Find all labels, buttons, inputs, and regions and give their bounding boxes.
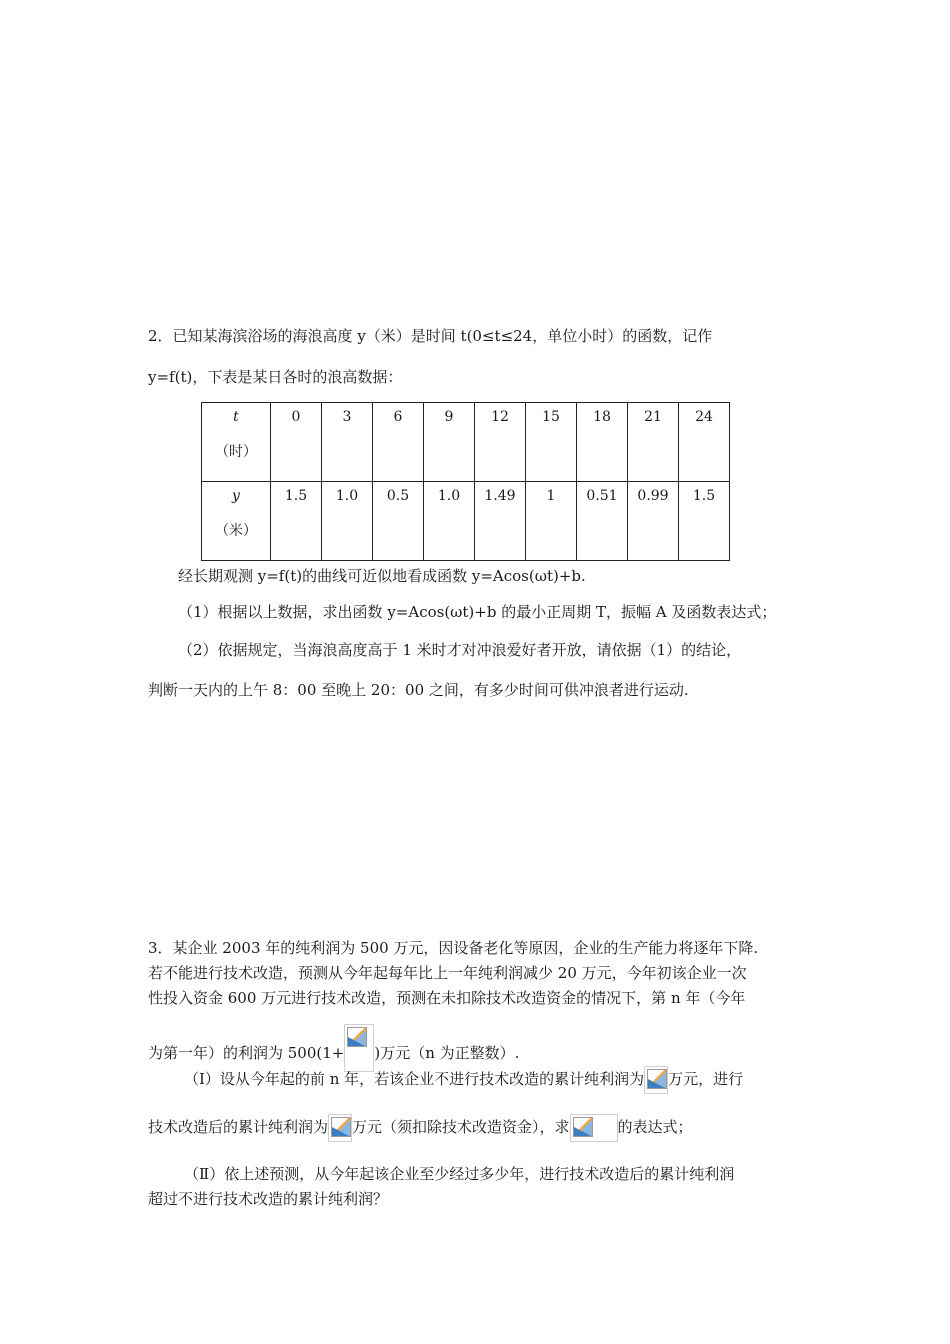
q3-line4-text-a: 为第一年）的利润为 500(1+ [148, 1044, 345, 1062]
table-value: 15 [542, 409, 560, 425]
table-value: 12 [491, 409, 509, 425]
q3-part1-text-a: （Ⅰ）设从今年起的前 n 年，若该企业不进行技术改造的累计纯利润为 [184, 1070, 645, 1088]
q3-part1-text-b: 万元，进行 [668, 1070, 744, 1088]
q3-part1-text-d: 万元（须扣除技术改造资金），求 [352, 1118, 570, 1136]
q2-part2-line2: 判断一天内的上午 8：00 至晚上 20：00 之间，有多少时间可供冲浪者进行运动. [148, 681, 689, 699]
q2-observation: 经长期观测 y=f(t)的曲线可近似地看成函数 y=Acos(ωt)+b. [178, 567, 586, 585]
q3-part1-text-c: 技术改造后的累计纯利润为 [148, 1118, 329, 1136]
formula-image-icon [344, 1024, 374, 1072]
table-value: 0 [291, 409, 301, 425]
table-cell-y [322, 482, 373, 561]
formula-image-icon [328, 1114, 352, 1142]
t-variable-label: t [233, 409, 239, 425]
table-value: 1.0 [437, 488, 461, 504]
table-cell-y [373, 482, 424, 561]
y-variable-label: y [232, 488, 240, 504]
table-value: 1.0 [335, 488, 359, 504]
table-cell-y [577, 482, 628, 561]
table-cell-y [526, 482, 577, 561]
q3-part2-line1: （Ⅱ）依上述预测，从今年起该企业至少经过多少年，进行技术改造后的累计纯利润 [184, 1165, 735, 1183]
table-row-y [202, 482, 730, 561]
table-cell-t [679, 403, 730, 482]
y-unit-label: （米） [215, 523, 257, 539]
wave-height-table [201, 402, 730, 561]
table-value: 21 [644, 409, 662, 425]
table-header-t [202, 403, 271, 482]
q2-part1: （1）根据以上数据，求出函数 y=Acos(ωt)+b 的最小正周期 T，振幅 A 及函数表达式； [178, 603, 777, 621]
q2-part2-line1: （2）依据规定，当海浪高度高于 1 米时才对冲浪爱好者开放，请依据（1）的结论， [178, 641, 742, 659]
formula-image-icon [644, 1066, 668, 1094]
q2-intro-line1: 2．已知某海滨浴场的海浪高度 y（米）是时间 t(0≤t≤24，单位小时）的函数，记作 [148, 327, 713, 345]
table-row-t [202, 403, 730, 482]
table-value: 9 [444, 409, 454, 425]
table-value: 24 [695, 409, 713, 425]
table-cell-t [322, 403, 373, 482]
table-value: 1.49 [484, 488, 516, 504]
table-value: 0.51 [586, 488, 618, 504]
formula-image-icon [570, 1114, 618, 1142]
table-cell-y [679, 482, 730, 561]
table-cell-y [271, 482, 322, 561]
q3-part1-text-e: 的表达式； [617, 1118, 693, 1136]
table-value: 1.5 [692, 488, 716, 504]
table-cell-t [628, 403, 679, 482]
table-value: 1 [546, 488, 556, 504]
q3-line3: 性投入资金 600 万元进行技术改造，预测在未扣除技术改造资金的情况下，第 n 年（今年 [148, 989, 746, 1007]
table-cell-t [526, 403, 577, 482]
table-cell-t [424, 403, 475, 482]
table-value: 3 [342, 409, 352, 425]
q3-line2: 若不能进行技术改造，预测从今年起每年比上一年纯利润减少 20 万元，今年初该企业一次 [148, 964, 747, 982]
table-value: 0.99 [637, 488, 669, 504]
q3-part2-line2: 超过不进行技术改造的累计纯利润？ [148, 1190, 389, 1208]
table-cell-y [475, 482, 526, 561]
table-value: 6 [393, 409, 403, 425]
q3-line4 [148, 1024, 519, 1072]
table-cell-t [373, 403, 424, 482]
table-cell-t [475, 403, 526, 482]
table-value: 0.5 [386, 488, 410, 504]
table-header-y [202, 482, 271, 561]
table-cell-t [271, 403, 322, 482]
q2-intro-line2: y=f(t)，下表是某日各时的浪高数据： [148, 368, 403, 386]
q3-line4-text-b: )万元（n 为正整数）. [374, 1044, 520, 1062]
table-cell-y [628, 482, 679, 561]
table-cell-t [577, 403, 628, 482]
t-unit-label: （时） [215, 444, 257, 460]
q3-part1-line2 [148, 1114, 693, 1142]
q3-line1: 3．某企业 2003 年的纯利润为 500 万元，因设备老化等原因，企业的生产能力将逐年下降. [148, 939, 759, 957]
table-value: 1.5 [284, 488, 308, 504]
table-value: 18 [593, 409, 611, 425]
q3-part1-line1 [184, 1066, 743, 1094]
table-cell-y [424, 482, 475, 561]
